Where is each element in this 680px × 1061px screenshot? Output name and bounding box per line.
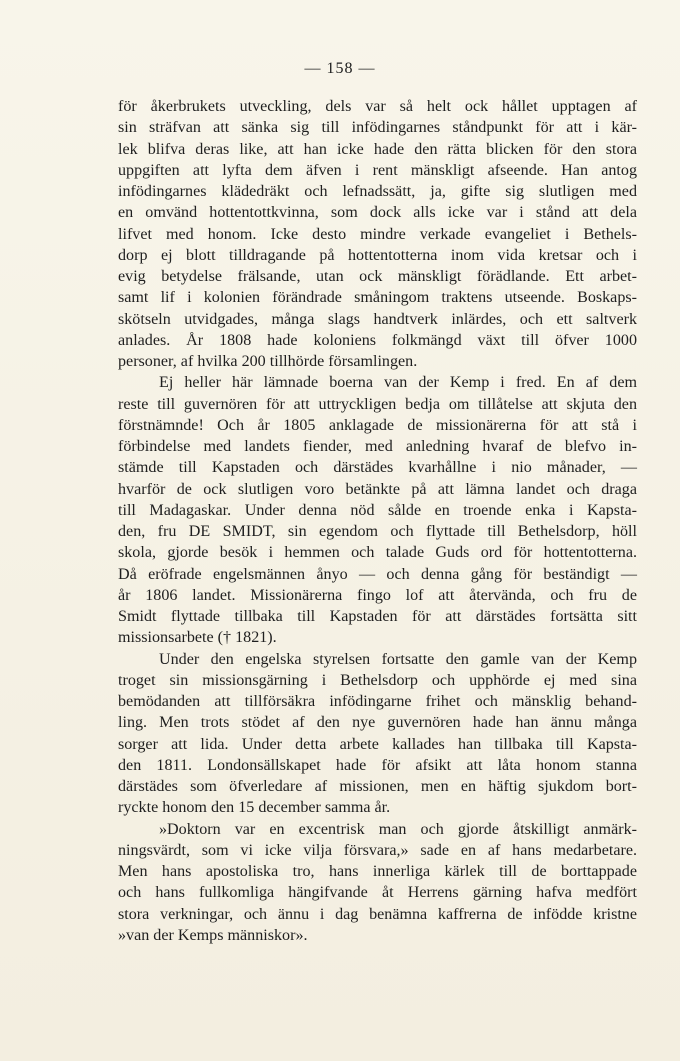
- text-line: stora verkningar, och ännu i dag benämna kaffrerna de infödde kristne: [118, 905, 637, 923]
- paragraph: [118, 649, 637, 819]
- text-line: bemödanden att tillförsäkra infödingarne frihet och mänsklig behand-: [118, 693, 637, 710]
- text-line: hvarför de ock slutligen voro betänkte på att lämna landet och draga: [118, 480, 637, 498]
- text-line: »van der Kemps människor».: [118, 926, 308, 944]
- text-line: »Doktorn var en excentrisk man och gjorde åtskilligt anmärk-: [159, 820, 637, 838]
- text-line: anlades. År 1808 hade koloniens folkmängd växt till öfver 1000: [118, 331, 637, 349]
- text-line: den 1811. Londonsällskapet hade för afsikt att låta honom stanna: [118, 756, 637, 774]
- text-line: ningsvärdt, som vi icke vilja försvara,» sade en af hans medarbetare.: [118, 841, 637, 859]
- text-line: till Madagaskar. Under denna nöd sålde en troende enka i Kapsta-: [118, 501, 637, 519]
- text-line: dorp ej blott tilldragande på hottentotterna inom vida kretsar och i: [118, 246, 637, 264]
- text-line: infödingarnes klädedräkt och lefnadssätt, ja, gifte sig slutligen med: [118, 183, 637, 200]
- paragraph: [118, 96, 637, 372]
- text-line: evig betydelse frälsande, utan ock mänskligt förädlande. Ett arbet-: [118, 268, 637, 285]
- text-line: Smidt flyttade tillbaka till Kapstaden för att därstädes fortsätta sitt: [118, 608, 637, 625]
- text-line: skötseln utvidgades, många slags handtverk inlärdes, och ett saltverk: [118, 310, 637, 328]
- text-line: Under den engelska styrelsen fortsatte den gamle van der Kemp: [159, 650, 637, 668]
- text-line: förstnämnde! Och år 1805 anklagade de missionärerna för att stå i: [118, 416, 637, 434]
- body-text: [118, 96, 637, 946]
- paragraph: [118, 372, 637, 648]
- text-line: Ej heller här lämnade boerna van der Kemp i fred. En af dem: [159, 374, 637, 392]
- text-line: ryckte honom den 15 december samma år.: [118, 799, 391, 817]
- text-line: förbindelse med landets fiender, med anledning hvaraf de blefvo in-: [118, 438, 637, 455]
- text-line: Då eröfrade engelsmännen ånyo — och denna gång för beständigt —: [118, 565, 637, 583]
- text-line: en omvänd hottentottkvinna, som dock alls icke var i stånd att dela: [118, 204, 637, 222]
- text-line: stämde till Kapstaden och därstädes kvarhållne i nio månader, —: [118, 459, 637, 477]
- text-line: sorger att lida. Under detta arbete kallades han tillbaka till Kapsta-: [118, 735, 637, 753]
- page-number: — 158 —: [304, 60, 376, 77]
- text-line: personer, af hvilka 200 tillhörde församlingen.: [118, 353, 418, 370]
- text-line: lifvet med honom. Icke desto mindre verkade evangeliet i Bethels-: [118, 225, 637, 243]
- text-line: samt lif i kolonien förändrade småningom traktens utseende. Boskaps-: [118, 289, 637, 307]
- text-line: den, fru DE SMIDT, sin egendom och flyttade till Bethelsdorp, höll: [118, 523, 637, 540]
- text-line: uppgiften att lyfta dem äfven i rent mänskligt afseende. Han antog: [118, 161, 637, 179]
- text-line: lek blifva deras like, att han icke hade den rätta blicken för den stora: [118, 140, 637, 158]
- text-line: och hans fullkomliga hängifvande åt Herrens gärning hafva medfört: [118, 884, 637, 902]
- text-line: år 1806 landet. Missionärerna fingo lof att återvända, och fru de: [118, 586, 637, 604]
- text-line: sin sträfvan att sänka sig till infödingarnes ståndpunkt för att i kär-: [118, 119, 637, 137]
- text-line: skola, gjorde besök i hemmen och talade Guds ord för hottentotterna.: [118, 544, 637, 562]
- paragraph: [118, 819, 637, 947]
- text-line: därstädes som öfverledare af missionen, men en häftig sjukdom bort-: [118, 778, 637, 795]
- text-line: missionsarbete († 1821).: [118, 629, 277, 647]
- text-line: Men hans apostoliska tro, hans innerliga kärlek till de borttappade: [118, 863, 637, 880]
- text-line: ling. Men trots stödet af den nye guvernören hade han ännu många: [118, 714, 637, 732]
- text-line: troget sin missionsgärning i Bethelsdorp och upphörde ej med sina: [118, 671, 637, 689]
- text-line: för åkerbrukets utveckling, dels var så helt ock hållet upptagen af: [118, 98, 637, 115]
- text-line: reste till guvernören för att uttryckligen bedja om tillåtelse att skjuta den: [118, 395, 637, 413]
